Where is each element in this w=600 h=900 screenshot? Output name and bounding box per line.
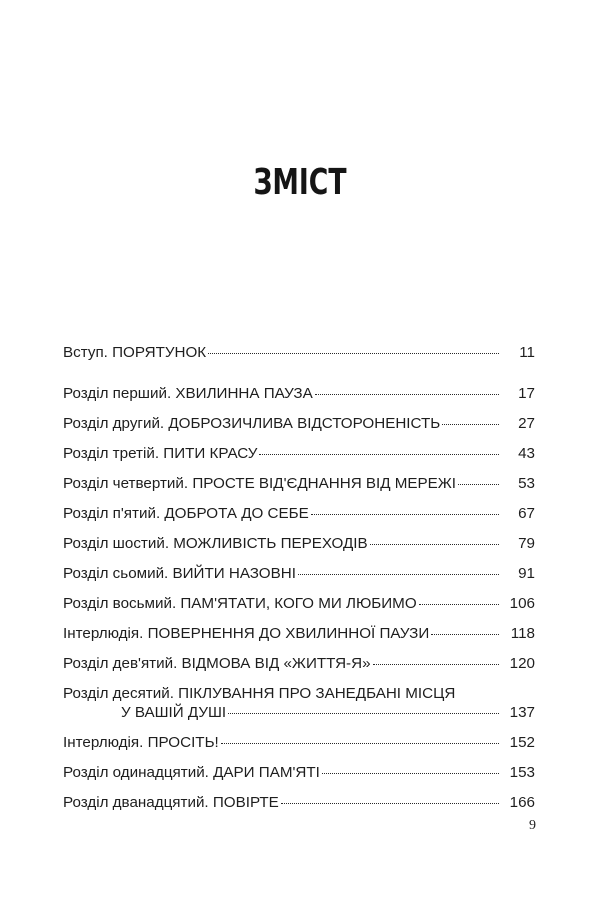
toc-entry-label: Розділ сьомий. ВИЙТИ НАЗОВНІ — [63, 565, 296, 582]
toc-entry-page: 153 — [509, 764, 535, 781]
page-title: ЗМІСТ — [253, 162, 347, 203]
dot-leader — [322, 773, 499, 774]
toc-entry-label: Розділ шостий. МОЖЛИВІСТЬ ПЕРЕХОДІВ — [63, 535, 368, 552]
table-of-contents — [63, 343, 535, 823]
toc-entry-label: Розділ перший. ХВИЛИННА ПАУЗА — [63, 385, 313, 402]
dot-leader — [419, 604, 499, 605]
toc-entry-label: Розділ десятий. ПІКЛУВАННЯ ПРО ЗАНЕДБАНІ МІСЦЯ — [63, 685, 456, 702]
toc-entry-label: Розділ дванадцятий. ПОВІРТЕ — [63, 794, 279, 811]
toc-entry-page: 79 — [518, 535, 535, 552]
dot-leader — [311, 514, 499, 515]
toc-entry — [63, 763, 535, 782]
toc-entry-label-line2: У ВАШІЙ ДУШІ — [121, 704, 227, 721]
dot-leader — [370, 544, 499, 545]
toc-entry-page: 11 — [519, 344, 535, 361]
toc-entry — [63, 534, 535, 553]
toc-entry — [63, 684, 535, 722]
toc-entry-page: 118 — [510, 625, 535, 642]
toc-entry-label: Інтерлюдія. ПРОСІТЬ! — [63, 734, 219, 751]
dot-leader — [259, 454, 499, 455]
dot-leader — [221, 743, 499, 744]
toc-entry-label: Розділ четвертий. ПРОСТЕ ВІД'ЄДНАННЯ ВІД МЕРЕЖІ — [63, 475, 457, 492]
toc-entry — [63, 654, 535, 673]
dot-leader — [431, 634, 499, 635]
dot-leader — [458, 484, 499, 485]
toc-entry-page: 91 — [518, 565, 535, 582]
toc-entry-label: Розділ восьмий. ПАМ'ЯТАТИ, КОГО МИ ЛЮБИМО — [63, 595, 417, 612]
toc-entry-page: 53 — [518, 475, 535, 492]
toc-entry-page: 106 — [509, 595, 535, 612]
toc-entry — [63, 594, 535, 613]
toc-entry — [63, 384, 535, 403]
toc-entry — [63, 414, 535, 433]
toc-entry-page: 67 — [518, 505, 535, 522]
toc-entry-label: Вступ. ПОРЯТУНОК — [63, 344, 207, 361]
dot-leader — [373, 664, 499, 665]
toc-entry-label: Розділ дев'ятий. ВІДМОВА ВІД «ЖИТТЯ-Я» — [63, 655, 371, 672]
toc-entry — [63, 624, 535, 643]
toc-entry-label: Розділ п'ятий. ДОБРОТА ДО СЕБЕ — [63, 505, 309, 522]
dot-leader — [315, 394, 499, 395]
toc-entry-page: 27 — [518, 415, 535, 432]
dot-leader — [228, 713, 499, 714]
toc-entry — [63, 733, 535, 752]
toc-entry-continuation — [121, 703, 535, 722]
toc-entry-label: Інтерлюдія. ПОВЕРНЕННЯ ДО ХВИЛИННОЇ ПАУЗИ — [63, 625, 430, 642]
toc-entry — [63, 564, 535, 583]
toc-entry-page: 152 — [509, 734, 535, 751]
dot-leader — [442, 424, 499, 425]
dot-leader — [208, 353, 499, 354]
toc-entry — [63, 444, 535, 463]
toc-entry-page: 137 — [509, 704, 535, 721]
dot-leader — [281, 803, 499, 804]
toc-entry-label: Розділ одинадцятий. ДАРИ ПАМ'ЯТІ — [63, 764, 320, 781]
toc-entry-page: 43 — [518, 445, 535, 462]
toc-entry — [63, 474, 535, 493]
toc-entry-page: 120 — [509, 655, 535, 672]
dot-leader — [298, 574, 499, 575]
toc-entry-page: 166 — [509, 794, 535, 811]
page-number: 9 — [529, 818, 536, 833]
toc-entry-label: Розділ третій. ПИТИ КРАСУ — [63, 445, 258, 462]
toc-entry — [63, 343, 535, 362]
toc-entry-page: 17 — [518, 385, 535, 402]
toc-entry — [63, 793, 535, 812]
toc-entry — [63, 504, 535, 523]
toc-entry-label: Розділ другий. ДОБРОЗИЧЛИВА ВІДСТОРОНЕНІСТЬ — [63, 415, 441, 432]
